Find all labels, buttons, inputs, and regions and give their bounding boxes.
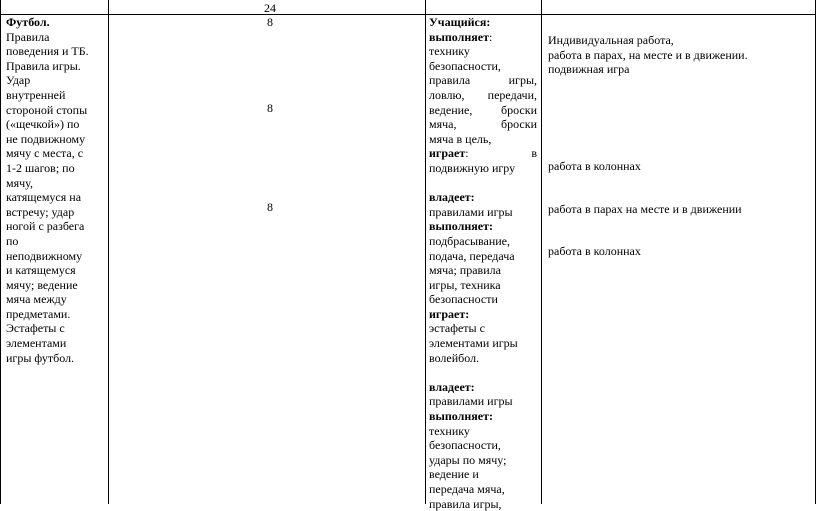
topic-title: Футбол. [6, 15, 50, 29]
topic-line-19: мяча между [6, 292, 67, 307]
does2-line-5: безопасности [429, 292, 498, 307]
owns-label-3: владеет: [429, 379, 475, 394]
topic-line-15: по [6, 233, 19, 248]
does1-lead-b: броски [501, 102, 537, 117]
plays1-in: в [531, 146, 537, 161]
topic-line-17: и катящемуся [6, 263, 76, 278]
student-heading: Учащийся: [429, 15, 491, 29]
topic-line-2: поведения и ТБ. [6, 44, 89, 59]
topic-line-10: 1-2 шагов; по [6, 160, 75, 175]
work-item-4: работа в колоннах [548, 244, 641, 258]
topic-line-23: игры футбол. [6, 350, 75, 365]
does1-ball-line [429, 117, 537, 132]
topic-line-4: Удар [6, 73, 31, 88]
topic-line-12: катящемуся на [6, 190, 82, 205]
topic-line-3: Правила игры. [6, 58, 81, 73]
plays1-line [429, 146, 537, 161]
does1-ball-b: броски [501, 117, 537, 132]
does3-line-5: передача мяча, [429, 482, 505, 496]
does1-last-line: мяча в цель, [429, 131, 492, 146]
hours-value-2: 8 [267, 101, 273, 115]
topic-line-7: («щечкой») по [6, 117, 80, 132]
topic-line-21: Эстафеты с [6, 321, 65, 336]
does1-rules-a: правила [429, 73, 471, 88]
does1-lead-line [429, 103, 537, 118]
does1-catch-b: передачи, [487, 87, 537, 102]
plays-label-1: играет [429, 146, 466, 161]
topic-line-11: мячу, [6, 175, 33, 190]
work-forms-block [548, 33, 808, 77]
plays-colon-1: : [465, 146, 469, 161]
work-line-1: Индивидуальная работа, [548, 33, 674, 47]
does1-catch-a: ловлю, [429, 87, 465, 102]
topic-description [6, 30, 106, 366]
work-line-3: подвижная игра [548, 62, 630, 77]
does2-line-4: игры, техника [429, 277, 501, 292]
column-divider-3 [541, 0, 542, 504]
plays2-line-1: эстафеты с [429, 321, 485, 336]
plays2-line-2: элементами игры [429, 336, 518, 351]
does-colon-1: : [488, 29, 493, 44]
work-line-2: работа в парах, на месте и в движении. [548, 47, 748, 62]
does-label-1: выполняет [429, 29, 489, 44]
does3-list [429, 424, 537, 511]
topic-line-14: ногой с разбега [6, 219, 85, 234]
topic-line-22: элементами [6, 336, 67, 351]
column-divider-1 [108, 0, 109, 504]
hours-total: 24 [264, 1, 276, 15]
topic-cell [6, 15, 106, 365]
does3-line-3: удары по мячу; [429, 452, 507, 467]
does2-line-2: подача, передача [429, 248, 515, 263]
does1-rules-line [429, 73, 537, 88]
topic-line-6: стороной стопы [6, 102, 88, 117]
does2-list [429, 234, 537, 307]
does2-line-3: мяча; правила [429, 263, 501, 278]
does2-line-1: подбрасывание, [429, 233, 511, 248]
plays2-line-3: волейбол. [429, 350, 480, 365]
topic-line-16: неподвижному [6, 248, 83, 263]
row-border-top [0, 14, 816, 15]
plays2-list [429, 321, 537, 365]
work-item-3: работа в парах на месте и в движении [548, 202, 742, 216]
does1-lead-a: ведение, [429, 102, 473, 117]
does1-line-2: безопасности, [429, 58, 501, 73]
topic-line-5: внутренней [6, 87, 66, 102]
hours-value-3: 8 [267, 200, 273, 214]
plays1-game: подвижную игру [429, 160, 516, 175]
owns-label-2: владеет: [429, 190, 475, 205]
plays-label-2: играет: [429, 306, 470, 321]
topic-line-18: мячу; ведение [6, 277, 78, 292]
topic-line-13: встречу; удар [6, 204, 75, 219]
does3-line-4: ведение и [429, 467, 479, 482]
table-border-left [0, 0, 1, 504]
does1-line-1: технику [429, 44, 470, 59]
work-item-2: работа в колоннах [548, 159, 641, 173]
topic-line-1: Правила [6, 29, 50, 44]
does3-line-1: технику [429, 423, 470, 438]
student-activities-cell [429, 15, 537, 511]
owns-text-3: правилами игры [429, 394, 513, 409]
topic-line-9: мячу с места, с [6, 146, 84, 161]
does1-rules-b: игры, [508, 73, 537, 88]
does1-catch-line [429, 88, 537, 103]
does3-line-6: правила игры, [429, 496, 502, 511]
topic-line-8: не подвижному [6, 131, 86, 146]
topic-line-20: предметами. [6, 306, 71, 321]
does1-ball-a: мяча, [429, 117, 457, 132]
does3-line-2: безопасности, [429, 438, 501, 453]
owns-text-2: правилами игры [429, 204, 513, 219]
column-divider-2 [425, 0, 426, 504]
does-label-3: выполняет: [429, 409, 493, 424]
hours-value-1: 8 [267, 15, 273, 29]
does-label-2: выполняет: [429, 219, 493, 234]
